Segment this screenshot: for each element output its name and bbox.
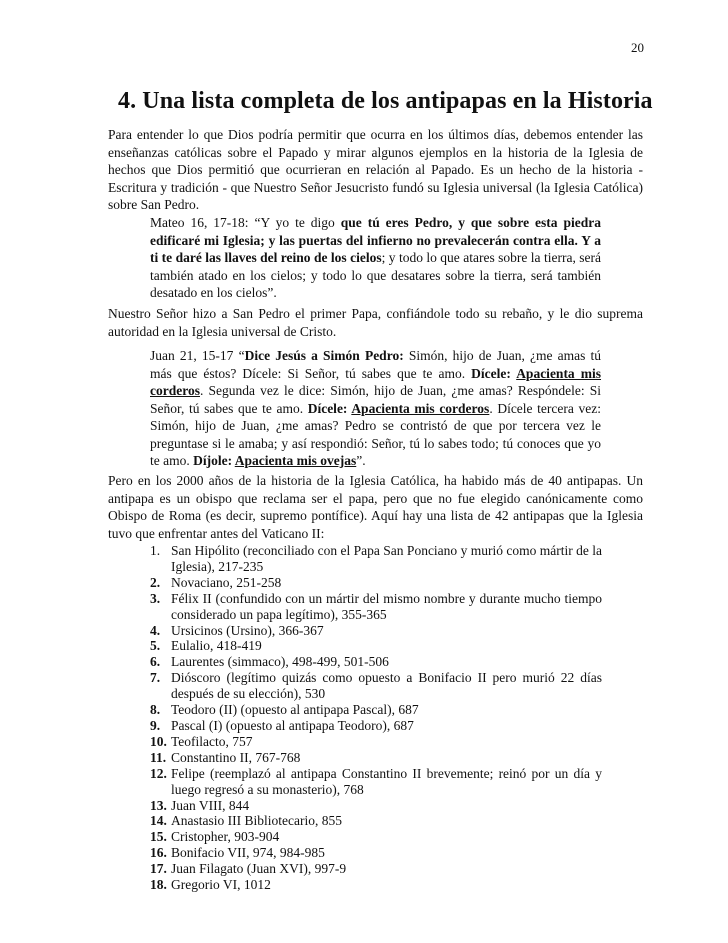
list-item [150,813,602,829]
list-item [150,575,602,591]
quote-mateo-text-2: ; y todo lo que atares sobre la tierra, será también atado en los cielos; y todo lo que desatares sobre la tierra, será también desatado en los cielos”. [150,250,601,300]
list-item-text: Bonifacio VII, 974, 984-985 [171,845,325,861]
quote-juan-text-3: . Segunda vez le dice: Simón, hijo de Juan, ¿me amas? Respóndele: Si Señor, tú sabes que te amo. [150,383,601,416]
list-item-text: Gregorio VI, 1012 [171,877,271,893]
list-item-number: 17. [150,861,167,877]
list-item-text: Eulalio, 418-419 [171,638,262,654]
quote-juan [150,347,601,470]
quote-juan-underline-2: Apacienta mis corderos [351,400,490,416]
list-item-number: 14. [150,813,167,829]
quote-juan-text-2: Simón, hijo de Juan, ¿me amas tú más que éstos? Dícele: Si Señor, tú sabes que te amo. [150,348,602,381]
list-item [150,638,602,654]
list-item-text: Pascal (I) (opuesto al antipapa Teodoro), 687 [171,717,414,733]
quote-juan-text-1: Juan 21, 15-17 “ [150,348,245,363]
quote-juan-bold-1: Dice Jesús a Simón Pedro: [244,348,404,363]
list-item-number: 13. [150,797,167,813]
list-item [150,766,602,798]
quote-juan-bold-2: Dícele: [471,365,517,381]
paragraph-antipapas: Pero en los 2000 años de la historia de la Iglesia Católica, ha habido más de 40 antipapas. Un antipapa es un obispo que reclama ser el papa, pero que no fue elegido canónicamente como Obispo de Roma (es decir, supremo pontífice). Aquí hay una lista de 42 antipapas que la Iglesia tuvo que enfrentar antes del Vaticano II: [108,473,643,541]
list-item-text: Novaciano, 251-258 [171,574,282,590]
list-item [150,623,602,639]
list-item [150,718,602,734]
list-item-number: 9. [150,717,161,733]
quote-mateo-bold: que tú eres Pedro, y que sobre esta piedra edificaré mi Iglesia; y las puertas del infierno no prevalecerán contra ella. Y a ti te daré las llaves del reino de los cielos [150,215,602,265]
list-item-text: Juan Filagato (Juan XVI), 997-9 [171,861,347,877]
list-item-number: 15. [150,829,167,845]
intro-paragraph: Para entender lo que Dios podría permitir que ocurra en los últimos días, debemos entender las enseñanzas católicas sobre el Papado y mirar algunos ejemplos en la historia de la Iglesia de hechos que Dios permitió que ocurrieran en relación al Papado. Es un hecho de la historia - Escritura y tradición - que Nuestro Señor Jesucristo fundó su Iglesia universal (la Iglesia Católica) sobre San Pedro. [108,127,643,212]
list-item-text: Teofilacto, 757 [171,733,253,749]
list-item [150,845,602,861]
list-item-text: Juan VIII, 844 [171,797,250,813]
quote-juan-bold-3: Dícele: [307,400,352,416]
list-item [150,798,602,814]
list-item-number: 12. [150,765,167,781]
list-item [150,670,602,702]
quote-juan-text-4: . Dícele tercera vez: Simón, hijo de Juan, ¿me amas? Pedro se contristó de que por tercera vez le preguntase si le amaba; y así respondió: Señor, tú lo sabes todo; tú conoces que yo te amo. [150,400,601,468]
list-item-number: 1. [150,543,161,558]
list-item-text: Ursicinos (Ursino), 366-367 [171,622,324,638]
quote-juan-underline-3: Apacienta mis ovejas [234,453,357,468]
page-number: 20 [631,40,644,55]
list-item [150,702,602,718]
list-item-number: 18. [150,877,167,893]
section-heading: 4. Una lista completa de los antipapas en la Historia [118,88,653,114]
list-item-number: 5. [150,638,161,654]
list-item-number: 4. [150,622,161,638]
list-item-number: 6. [150,654,161,670]
list-item-text: Constantino II, 767-768 [171,749,301,765]
list-item [150,654,602,670]
list-item-number: 8. [150,702,161,718]
quote-juan-text-5: ”. [356,453,366,468]
quote-mateo [150,214,601,302]
list-item-text: Cristopher, 903-904 [171,829,280,845]
list-item-number: 7. [150,670,161,686]
paragraph-san-pedro: Nuestro Señor hizo a San Pedro el primer Papa, confiándole todo su rebaño, y le dio suprema autoridad en la Iglesia universal de Cristo. [108,306,643,339]
list-item-text: Anastasio III Bibliotecario, 855 [171,813,342,829]
list-item-number: 11. [150,749,167,765]
antipope-list [150,543,602,893]
list-item-number: 10. [150,733,167,749]
list-item-number: 2. [150,574,161,590]
quote-juan-underline-1: Apacienta mis corderos [150,365,602,398]
list-item [150,829,602,845]
list-item-text: Dióscoro (legítimo quizás como opuesto a Bonifacio II pero murió 22 días después de su elección), 530 [171,670,602,702]
list-item [150,591,602,623]
list-item [150,750,602,766]
list-item-text: Teodoro (II) (opuesto al antipapa Pascal), 687 [171,702,419,718]
list-item [150,877,602,893]
quote-juan-bold-4: Díjole: [193,453,235,468]
list-item-text: Laurentes (simmaco), 498-499, 501-506 [171,654,389,670]
list-item-text: San Hipólito (reconciliado con el Papa San Ponciano y murió como mártir de la Iglesia), 217-235 [171,543,602,574]
quote-mateo-text-1: Mateo 16, 17-18: “Y yo te digo [150,215,341,230]
list-item [150,734,602,750]
list-item [150,543,602,575]
list-item-text: Félix II (confundido con un mártir del mismo nombre y durante mucho tiempo considerado un papa legítimo), 355-365 [171,590,602,622]
list-item-number: 3. [150,590,161,606]
list-item-number: 16. [150,845,167,861]
list-item [150,861,602,877]
list-item-text: Felipe (reemplazó al antipapa Constantino II brevemente; reinó por un día y luego regresó a su monasterio), 768 [171,765,602,797]
